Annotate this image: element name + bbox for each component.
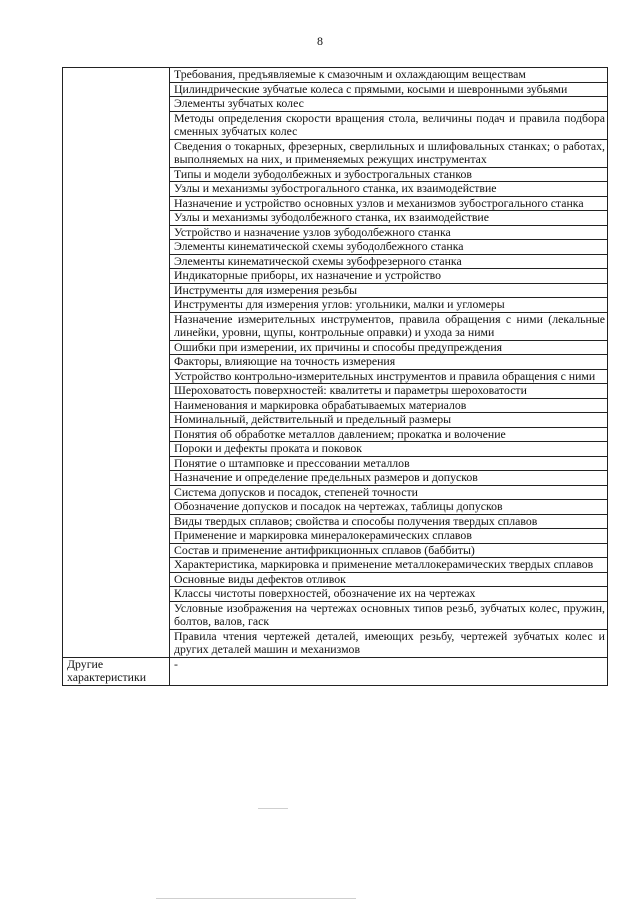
requirement-item: Виды твердых сплавов; свойства и способы получения твердых сплавов [170,514,608,529]
requirement-item: Применение и маркировка минералокерамических сплавов [170,529,608,544]
requirement-item: Типы и модели зубодолбежных и зубострогальных станков [170,167,608,182]
category-cell-empty [63,68,170,658]
scan-artifact-line [258,808,288,809]
requirement-item: Узлы и механизмы зубодолбежного станка, их взаимодействие [170,211,608,226]
scan-artifact-line-bottom [156,898,356,899]
requirement-item: Основные виды дефектов отливок [170,572,608,587]
requirement-item: Правила чтения чертежей деталей, имеющих резьбу, чертежей зубчатых колес и других деталей машин и механизмов [170,629,608,657]
other-characteristics-row [63,657,608,685]
requirement-item: Понятие о штамповке и прессовании металлов [170,456,608,471]
requirement-item: Методы определения скорости вращения стола, величины подач и правила подбора сменных зубчатых колес [170,111,608,139]
page-number: 8 [317,34,323,48]
requirement-item: Понятия об обработке металлов давлением; прокатка и волочение [170,427,608,442]
requirement-item: Номинальный, действительный и предельный размеры [170,413,608,428]
requirement-item: Факторы, влияющие на точность измерения [170,355,608,370]
requirement-item: Устройство и назначение узлов зубодолбежного станка [170,225,608,240]
requirement-item: Устройство контрольно-измерительных инструментов и правила обращения с ними [170,369,608,384]
requirement-item: Назначение и устройство основных узлов и механизмов зубострогального станка [170,196,608,211]
requirement-item: Характеристика, маркировка и применение металлокерамических твердых сплавов [170,558,608,573]
requirement-item: Цилиндрические зубчатые колеса с прямыми, косыми и шевронными зубьями [170,82,608,97]
requirement-item: Назначение и определение предельных размеров и допусков [170,471,608,486]
requirement-item: Условные изображения на чертежах основных типов резьб, зубчатых колес, пружин, болтов, валов, гаск [170,601,608,629]
requirement-item: Индикаторные приборы, их назначение и устройство [170,269,608,284]
other-characteristics-label: Другие характеристики [63,657,170,685]
requirements-table [62,67,608,686]
requirement-item: Элементы кинематической схемы зубодолбежного станка [170,240,608,255]
requirement-item: Инструменты для измерения углов: угольники, малки и угломеры [170,298,608,313]
requirement-item: Элементы зубчатых колес [170,97,608,112]
requirement-item: Назначение измерительных инструментов, правила обращения с ними (лекальные линейки, уровни, щупы, контрольные оправки) и ухода за ними [170,312,608,340]
table-row [63,68,608,83]
requirement-item: Система допусков и посадок, степеней точности [170,485,608,500]
requirement-item: Ошибки при измерении, их причины и способы предупреждения [170,340,608,355]
requirement-item: Сведения о токарных, фрезерных, сверлильных и шлифовальных станках; о работах, выполняемых на них, и применяемых режущих инструментах [170,139,608,167]
requirement-item: Узлы и механизмы зубострогального станка, их взаимодействие [170,182,608,197]
requirement-item: Классы чистоты поверхностей, обозначение их на чертежах [170,587,608,602]
other-characteristics-value: - [170,657,608,685]
requirements-table-body [63,68,608,686]
requirement-item: Наименования и маркировка обрабатываемых материалов [170,398,608,413]
requirement-item: Состав и применение антифрикционных сплавов (баббиты) [170,543,608,558]
requirement-item: Требования, предъявляемые к смазочным и охлаждающим веществам [170,68,608,83]
requirement-item: Инструменты для измерения резьбы [170,283,608,298]
requirement-item: Обозначение допусков и посадок на чертежах, таблицы допусков [170,500,608,515]
requirement-item: Элементы кинематической схемы зубофрезерного станка [170,254,608,269]
requirement-item: Шероховатость поверхностей: квалитеты и параметры шероховатости [170,384,608,399]
requirement-item: Пороки и дефекты проката и поковок [170,442,608,457]
